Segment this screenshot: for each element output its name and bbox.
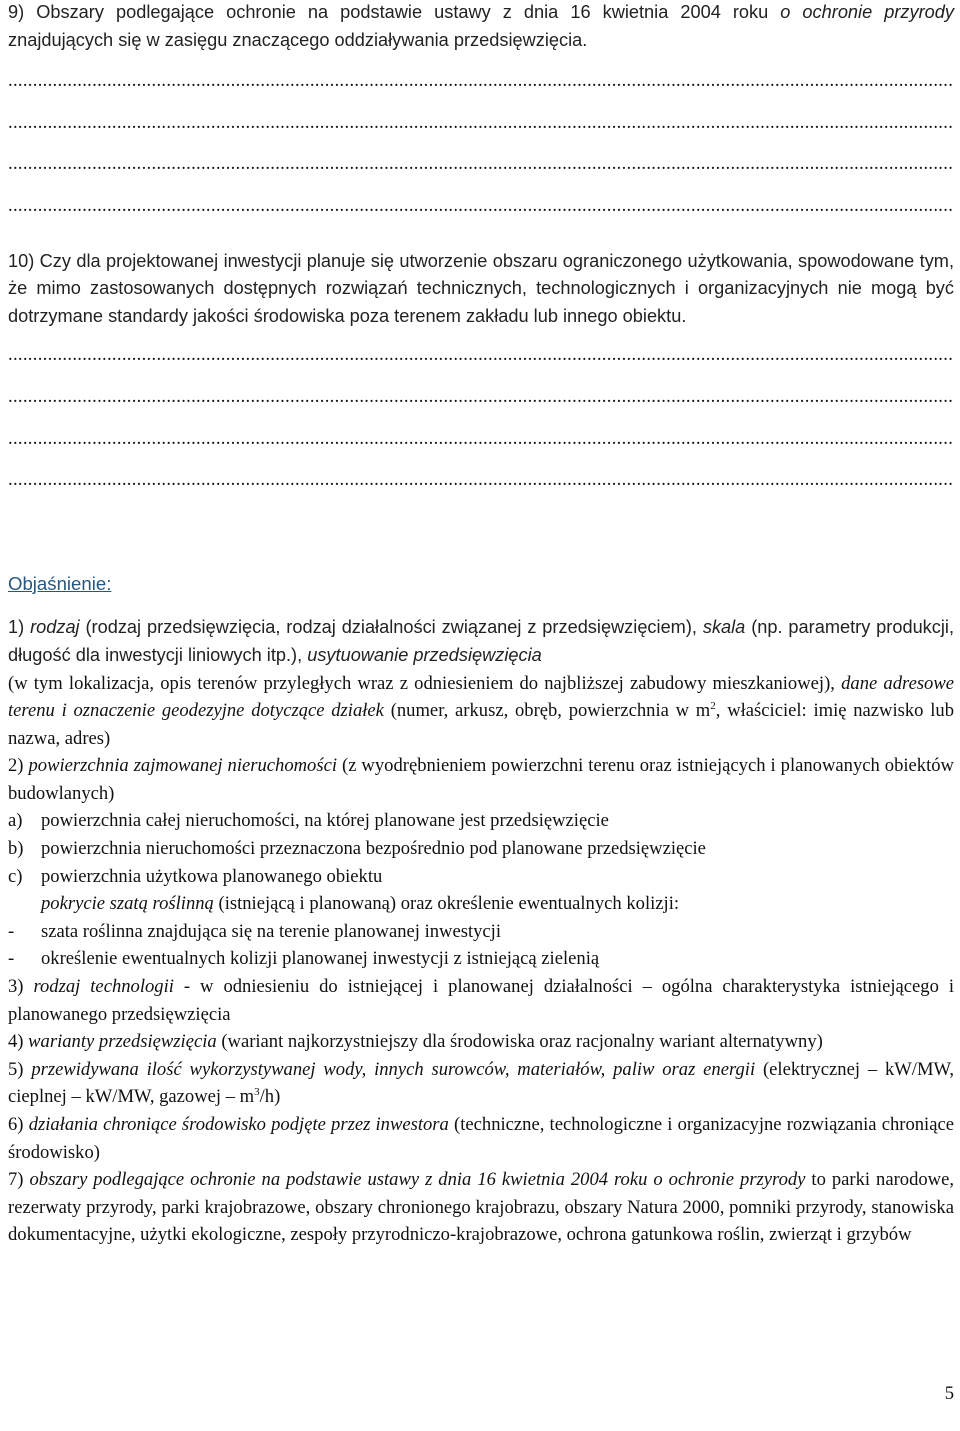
point-text: (istniejącą i planowaną) oraz określenie ewentualnych kolizji: bbox=[218, 893, 680, 915]
explanation-point-2 bbox=[8, 752, 954, 807]
point-text: (wariant najkorzystniejszy dla środowiska oraz racjonalny wariant alternatywny) bbox=[221, 1031, 823, 1053]
list-marker: a) bbox=[8, 810, 23, 832]
dotted-answer-line[interactable] bbox=[8, 150, 954, 178]
point-term: pokrycie szatą roślinną bbox=[41, 893, 214, 915]
point-term: obszary podlegające ochronie na podstawie ustawy z dnia 16 kwietnia 2004 roku o ochronie przyrody bbox=[29, 1169, 806, 1191]
list-marker: - bbox=[8, 920, 15, 942]
dotted-answer-line[interactable] bbox=[8, 109, 954, 137]
explanation-heading: Objaśnienie: bbox=[8, 572, 112, 594]
point-term: rodzaj technologii bbox=[33, 976, 174, 998]
point-text: to parki narodowe, rezerwaty przyrody, parki krajobrazowe, obszary chronionego krajobrazu, obszary Natura 2000, pomniki przyrody, stanowiska dokumentacyjne, użytki ekologiczne, zespoły przyrodniczo-krajobrazowe, ochrona gatunkowa roślin, zwierząt i grzybów bbox=[8, 1169, 954, 1246]
q9-text-italic: o ochronie przyrody bbox=[780, 2, 954, 22]
document-page bbox=[8, 0, 954, 1431]
point-text: (w tym lokalizacja, opis terenów przyległych wraz z odniesieniem do najbliższej zabudowy mieszkaniowej), bbox=[8, 672, 835, 694]
superscript: 3 bbox=[254, 1086, 260, 1099]
question-10: 10) Czy dla projektowanej inwestycji planuje się utworzenie obszaru ograniczonego użytkowania, spowodowane tym, że mimo zastosowanych dostępnych rozwiązań technicznych, technologicznych i organizacyjnych nie mogą być dotrzymane standardy jakości środowiska poza terenem zakładu lub innego obiektu. bbox=[8, 250, 954, 326]
q9-text-c: znajdujących się w zasięgu znaczącego oddziaływania przedsięwzięcia. bbox=[8, 29, 588, 50]
list-text: powierzchnia użytkowa planowanego obiektu bbox=[41, 865, 383, 887]
explanation-point-5 bbox=[8, 1056, 954, 1111]
dash-item-1 bbox=[8, 918, 954, 946]
vegetation-cover-line bbox=[8, 890, 954, 918]
point-number: 6) bbox=[8, 1114, 24, 1135]
point-number: 2) bbox=[8, 755, 24, 777]
point-text: (techniczne, technologiczne i organizacyjne rozwiązania chroniące środowisko) bbox=[8, 1114, 954, 1163]
point-number: 7) bbox=[8, 1169, 24, 1191]
q9-number: 9) bbox=[8, 2, 25, 22]
q9-answer-lines[interactable] bbox=[8, 67, 954, 219]
dotted-answer-line[interactable] bbox=[8, 383, 954, 411]
list-text: szata roślinna znajdująca się na terenie planowanej inwestycji bbox=[41, 920, 502, 942]
point-term: dane adresowe terenu i oznaczenie geodezyjne dotyczące działek bbox=[8, 672, 955, 722]
point-number: 5) bbox=[8, 1058, 24, 1080]
list-marker: b) bbox=[8, 838, 24, 860]
point-text: (rodzaj przedsięwzięcia, rodzaj działalności związanej z przedsięwzięciem), bbox=[85, 617, 697, 638]
point-term: warianty przedsięwzięcia bbox=[28, 1031, 217, 1053]
explanation-point-1-continued bbox=[8, 670, 954, 753]
point-text: (numer, arkusz, obręb, powierzchnia w m bbox=[390, 700, 711, 722]
explanation-point-1 bbox=[8, 614, 954, 669]
explanation-point-3 bbox=[8, 973, 954, 1028]
list-item-c bbox=[8, 863, 954, 891]
list-text: powierzchnia nieruchomości przeznaczona bezpośrednio pod planowane przedsięwzięcie bbox=[41, 838, 706, 860]
point-text: /h) bbox=[259, 1086, 281, 1108]
point-text: (z wyodrębnieniem powierzchni terenu oraz istniejących i planowanych obiektów budowlanych) bbox=[8, 755, 954, 804]
point-term: działania chroniące środowisko podjęte przez inwestora bbox=[28, 1114, 449, 1135]
explanation-point-7 bbox=[8, 1166, 954, 1249]
list-text: określenie ewentualnych kolizji planowanej inwestycji z istniejącą zielenią bbox=[41, 948, 600, 970]
point-number: 3) bbox=[8, 976, 24, 998]
list-item-a bbox=[8, 807, 954, 835]
point-term: powierzchnia zajmowanej nieruchomości bbox=[28, 755, 337, 777]
dotted-answer-line[interactable] bbox=[8, 466, 954, 494]
point-text: , właściciel: imię nazwisko lub nazwa, adres) bbox=[8, 700, 954, 749]
dotted-answer-line[interactable] bbox=[8, 425, 954, 453]
q9-text-a: Obszary podlegające ochronie na podstawie ustawy z dnia 16 kwietnia 2004 roku bbox=[36, 2, 769, 22]
dotted-answer-line[interactable] bbox=[8, 192, 954, 220]
point-number: 4) bbox=[8, 1031, 24, 1053]
list-text: powierzchnia całej nieruchomości, na której planowane jest przedsięwzięcie bbox=[41, 810, 609, 832]
point-term: przewidywana ilość wykorzystywanej wody, innych surowców, materiałów, paliw oraz energii bbox=[31, 1058, 756, 1080]
list-marker: - bbox=[8, 948, 15, 970]
explanation-point-4 bbox=[8, 1028, 954, 1056]
explanation-point-6 bbox=[8, 1111, 954, 1166]
dotted-answer-line[interactable] bbox=[8, 67, 954, 95]
point-term: skala bbox=[702, 617, 746, 638]
list-marker: c) bbox=[8, 865, 23, 887]
point-text: (np. parametry produkcji, długość dla inwestycji liniowych itp.), bbox=[8, 617, 955, 665]
point-number: 1) bbox=[8, 617, 25, 638]
superscript: 2 bbox=[710, 699, 716, 712]
dash-item-2 bbox=[8, 945, 954, 973]
point-term: rodzaj bbox=[30, 617, 80, 638]
dotted-answer-line[interactable] bbox=[8, 341, 954, 369]
point-term: usytuowanie przedsięwzięcia bbox=[307, 644, 542, 665]
point-text: (elektrycznej – kW/MW, cieplnej – kW/MW, gazowej – m bbox=[8, 1058, 954, 1108]
list-item-b bbox=[8, 835, 954, 863]
point-text: - w odniesieniu do istniejącej i planowanej działalności – ogólna charakterystyka istniejącego i planowanego przedsięwzięcia bbox=[8, 976, 955, 1025]
q10-answer-lines[interactable] bbox=[8, 341, 954, 493]
question-9 bbox=[8, 0, 954, 54]
page-number: 5 bbox=[944, 1383, 954, 1404]
